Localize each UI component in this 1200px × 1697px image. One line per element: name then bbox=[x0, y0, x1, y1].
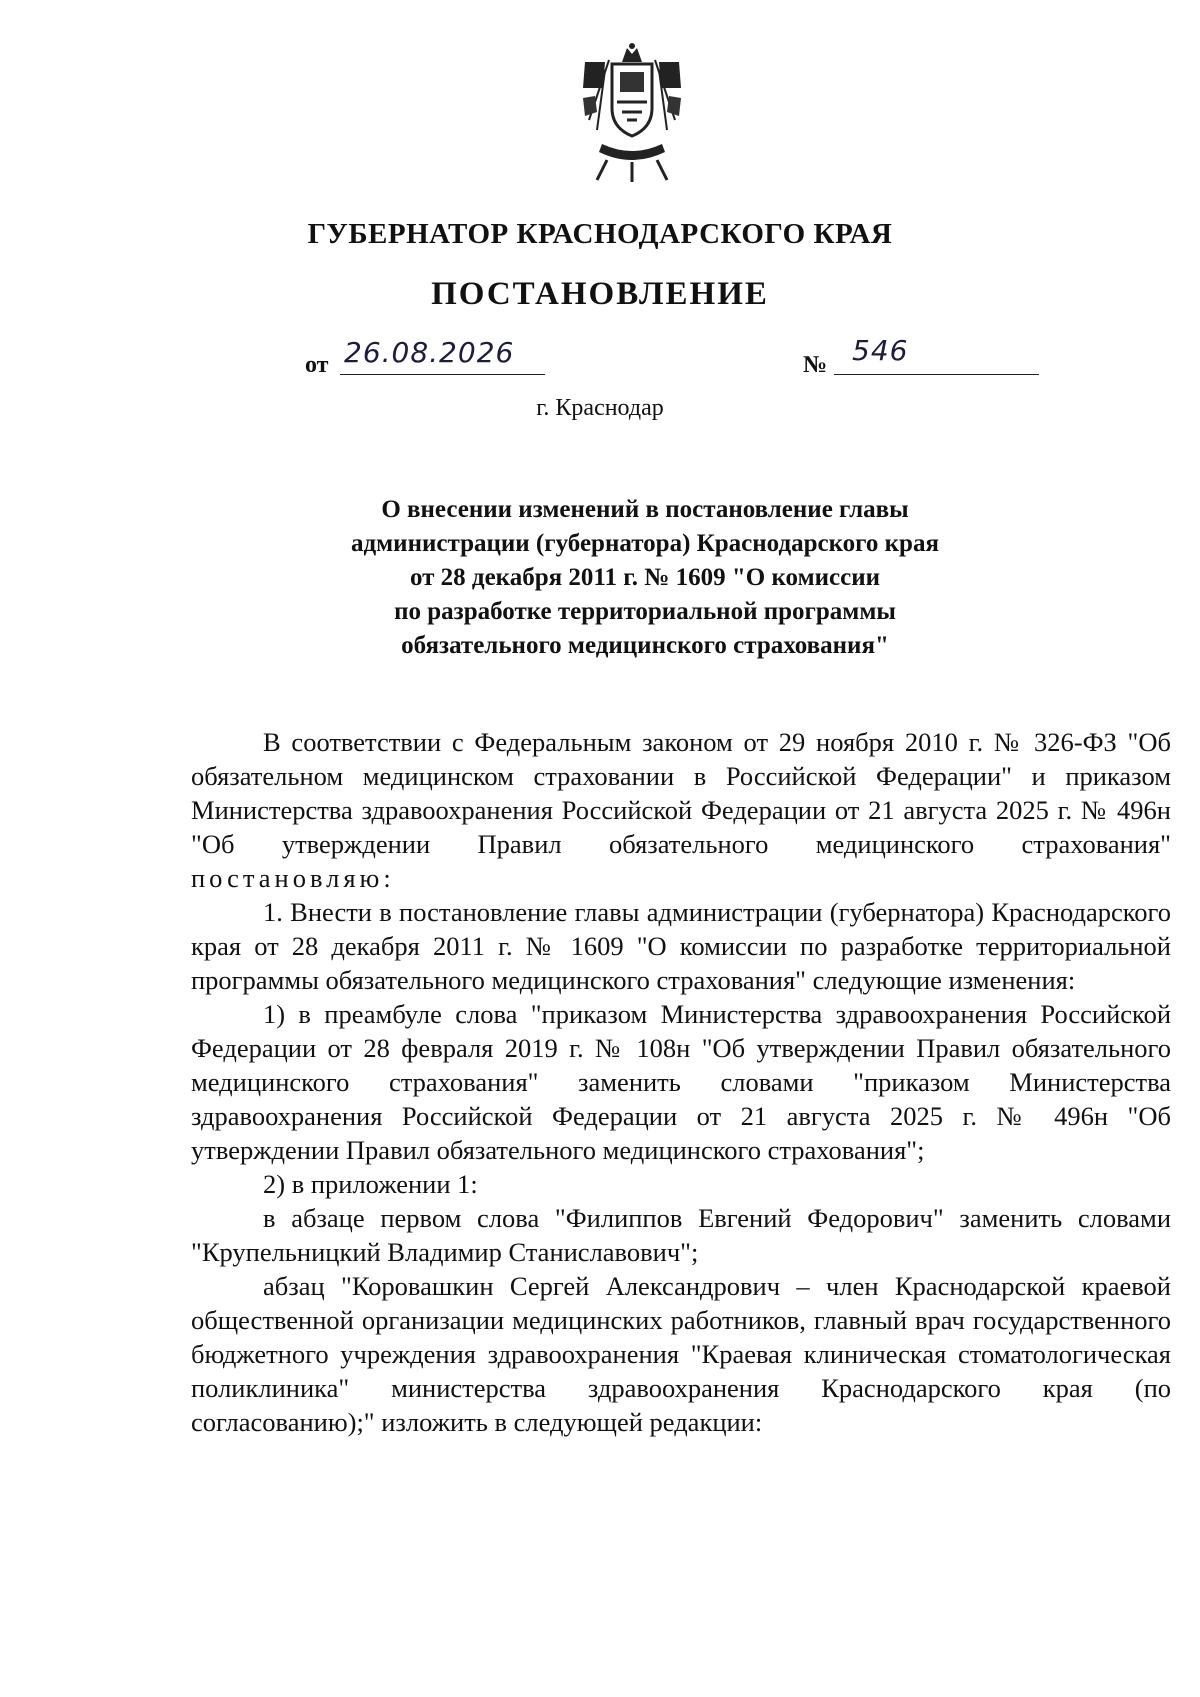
krasnodar-krai-coat-of-arms-icon bbox=[577, 40, 687, 185]
subject-line: администрации (губернатора) Краснодарского края bbox=[351, 530, 939, 557]
city: г. Краснодар bbox=[536, 395, 664, 421]
subject-line: по разработке территориальной программы bbox=[394, 598, 896, 625]
paragraph-amend-second: абзац "Коровашкин Сергей Александрович – член Краснодарской краевой общественной организации медицинских работников, главный врач государственного бюджетного учреждения здравоохранения "Краевая клиническая стоматологическая поликлиника" министерства здравоохранения Краснодарского края (по согласованию);" изложить в следующей редакции: bbox=[191, 1271, 1171, 1437]
preamble-text: В соответствии с Федеральным законом от 29 ноября 2010 г. № 326-ФЗ "Об обязательном медицинском страховании в Российской Федерации" и приказом Министерства здравоохранения Российской Федерации от 21 августа 2025 г. № 496н "Об утверждении Правил обязательного медицинского страхования" bbox=[191, 727, 1171, 859]
subject-line: обязательного медицинского страхования" bbox=[401, 632, 889, 659]
resolve-word: постановляю: bbox=[191, 863, 395, 893]
date-underline bbox=[340, 374, 545, 375]
subject-line: от 28 декабря 2011 г. № 1609 "О комиссии bbox=[409, 564, 881, 591]
paragraph-item-1-1: 1) в преамбуле слова "приказом Министерства здравоохранения Российской Федерации от 28 февраля 2019 г. № 108н "Об утверждении Правил обязательного медицинского страхования" заменить словами "приказом Министерства здравоохранения Российской Федерации от 21 августа 2025 г. № 496н "Об утверждении Правил обязательного медицинского страхования"; bbox=[191, 999, 1171, 1165]
subject-line: О внесении изменений в постановление главы bbox=[381, 496, 909, 523]
paragraph-amend-first: в абзаце первом слова "Филиппов Евгений Федорович" заменить словами "Крупельницкий Владимир Станиславович"; bbox=[191, 1203, 1171, 1267]
handwritten-date: 26.08.2026 bbox=[344, 336, 515, 369]
date-prefix: от bbox=[305, 352, 329, 378]
paragraph-item-1: 1. Внести в постановление главы администрации (губернатора) Краснодарского края от 28 декабря 2011 г. № 1609 "О комиссии по разработке территориальной программы обязательного медицинского страхования" следующие изменения: bbox=[191, 897, 1171, 995]
number-underline bbox=[834, 374, 1039, 375]
paragraph-item-1-2: 2) в приложении 1: bbox=[263, 1169, 478, 1199]
document-body bbox=[191, 725, 1171, 1439]
number-prefix: № bbox=[803, 352, 828, 378]
document-type-title: ПОСТАНОВЛЕНИЕ bbox=[431, 276, 769, 312]
organization-title: ГУБЕРНАТОР КРАСНОДАРСКОГО КРАЯ bbox=[307, 218, 893, 250]
paragraph-preamble bbox=[191, 725, 1171, 895]
document-subject bbox=[300, 493, 990, 663]
handwritten-number: 546 bbox=[852, 334, 909, 367]
